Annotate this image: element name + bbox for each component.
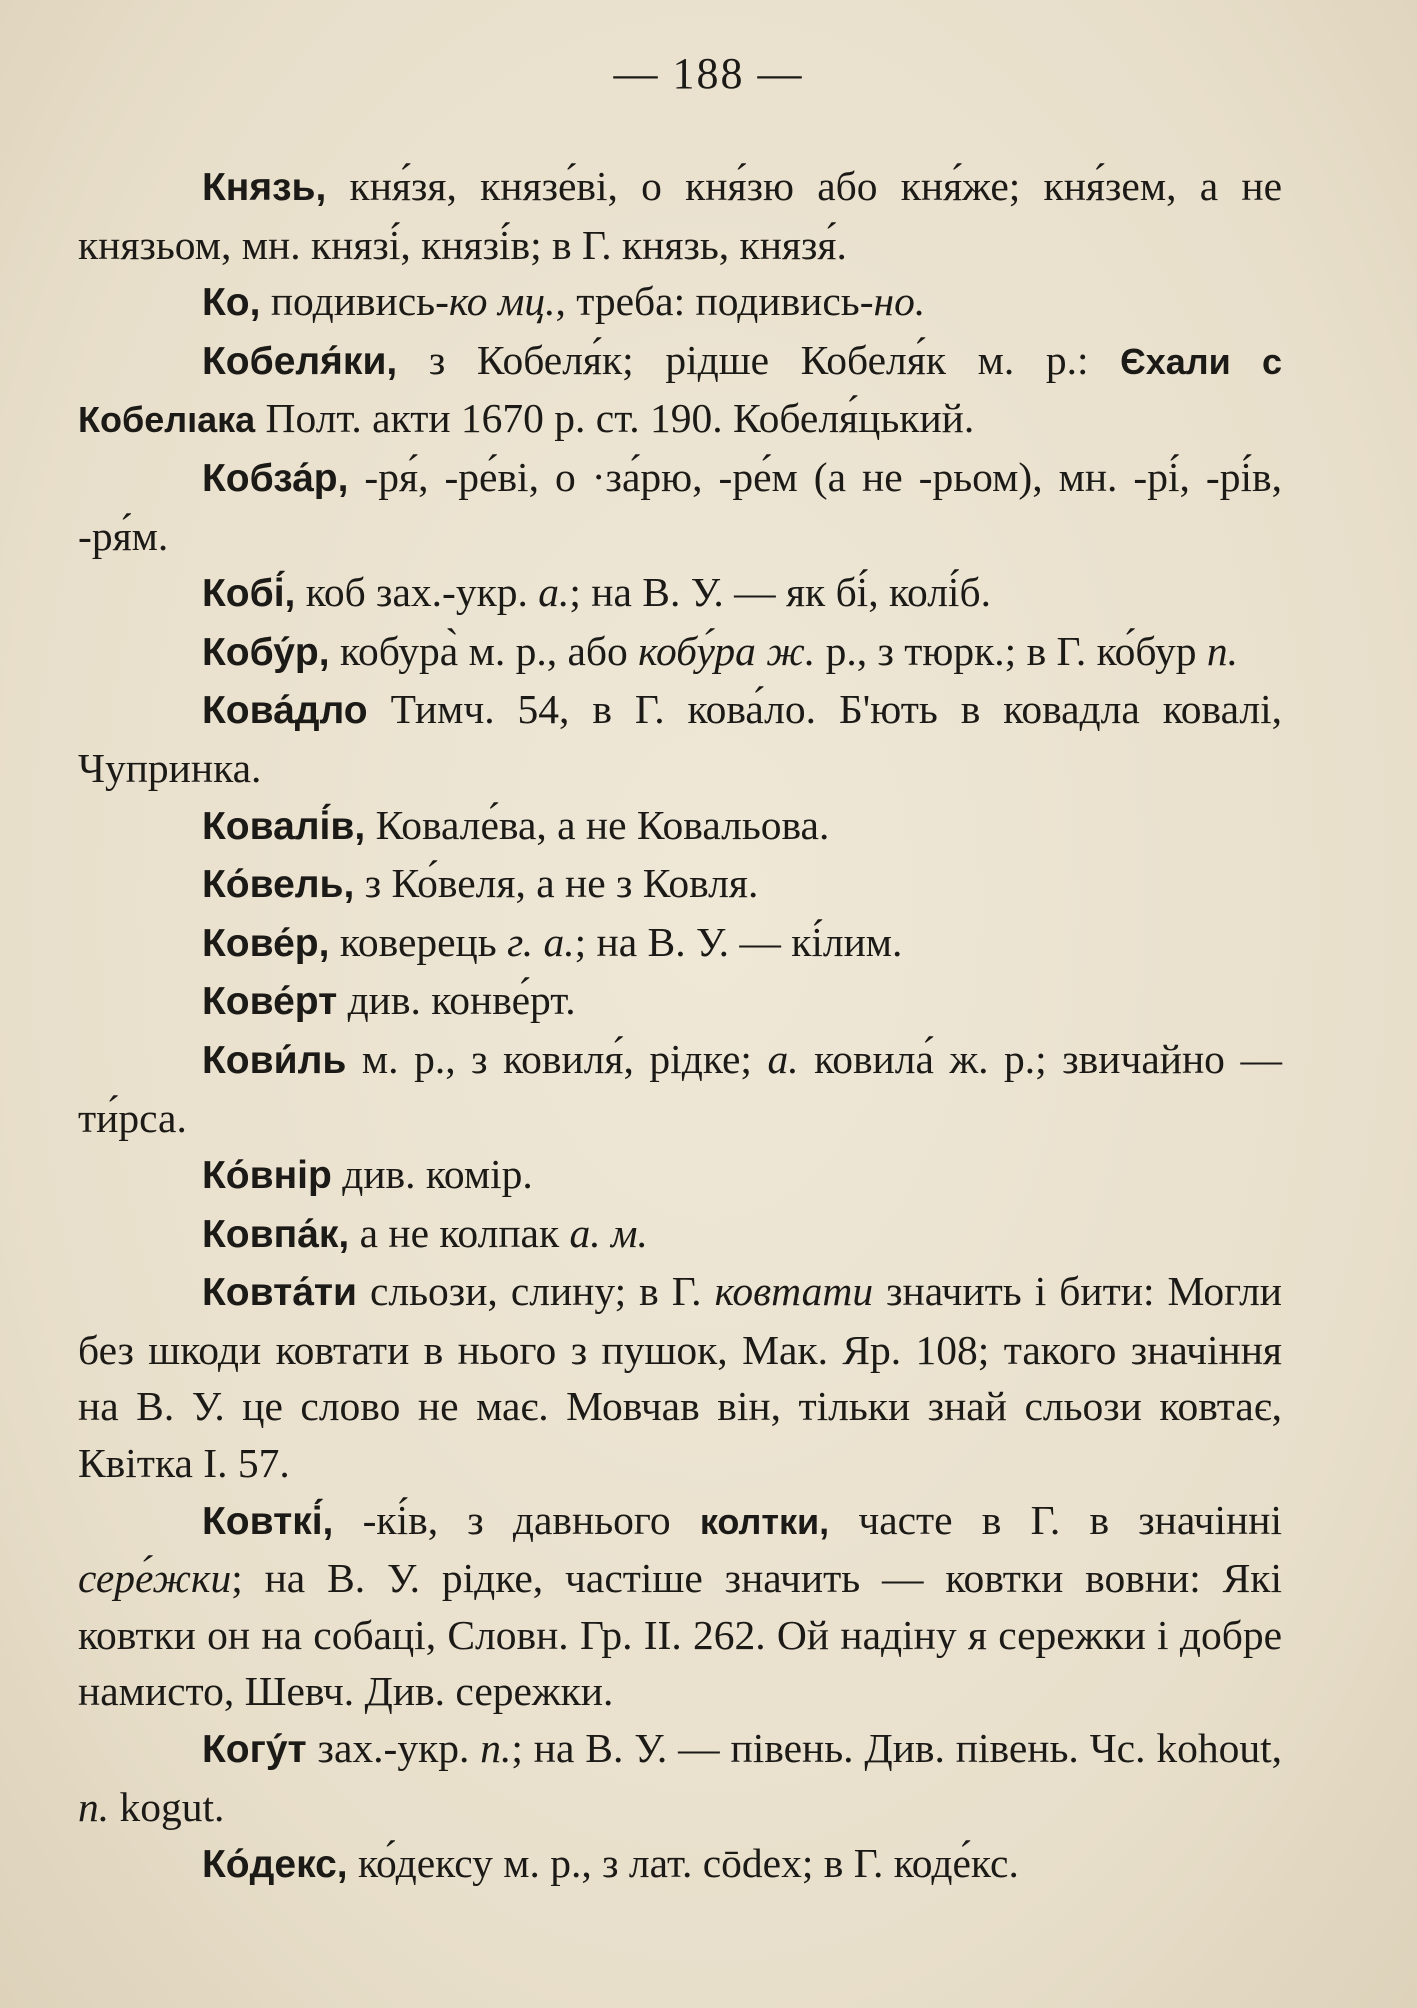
entry-headword: Кобеля́ки, xyxy=(202,339,398,383)
entry-text: Тимч. 54, в Г. кова́ло. Б'ють в ковадла ковалі, Чупринка. xyxy=(78,686,1282,791)
entry-text: ; на В. У. — півень. Див. півень. Чс. kohout, xyxy=(511,1725,1283,1772)
dictionary-entry xyxy=(78,1031,1282,1146)
entry-headword: Кобу́р, xyxy=(202,630,330,674)
entry-text: kogut. xyxy=(109,1783,225,1830)
entry-italic-text: г. а. xyxy=(507,918,575,965)
dictionary-entry xyxy=(78,1492,1282,1720)
entry-text: р., з тюрк.; в Г. ко́бур xyxy=(815,627,1207,674)
entry-headword: Ко, xyxy=(202,281,261,325)
entry-headword: Ко́декс, xyxy=(202,1843,348,1887)
dictionary-entry xyxy=(78,972,1282,1031)
entry-text: зах.-укр. xyxy=(306,1725,481,1772)
entry-headword: Кове́р, xyxy=(202,921,330,965)
entry-text: значить і бити: Могли без шкоди ковтати в нього з пушок, Мак. Яр. 108; такого значіння на В. У. це слово не має. Мовчав він, тільки знай сльози ковтає, Квітка І. 57. xyxy=(78,1268,1282,1487)
dictionary-entry xyxy=(78,623,1282,682)
entry-text: кня́зя, князе́ві, о кня́зю або кня́же; кня́зем, а не князьом, мн. князі́, князі́в; в Г. князь, князя́. xyxy=(78,163,1282,268)
entry-text: м. р., з ковиля́, рідке; xyxy=(346,1035,768,1082)
entry-italic-text: сере́жки xyxy=(78,1555,232,1602)
entry-text: з Ко́веля, а не з Ковля. xyxy=(354,860,759,907)
entry-headword: Ковта́ти xyxy=(202,1271,357,1315)
entry-headword: Ко́внір xyxy=(202,1154,332,1198)
entry-text: Ковале́ва, а не Ковальова. xyxy=(365,801,830,848)
entry-headword: Ковткі́, xyxy=(202,1499,334,1543)
entry-text: коб зах.-укр. xyxy=(295,569,539,616)
entry-old-script-text: колтки, xyxy=(699,1500,830,1542)
entry-headword: Ковалі́в, xyxy=(202,804,366,848)
entry-headword: Кобза́р, xyxy=(202,456,349,500)
dictionary-entry xyxy=(78,1205,1282,1264)
dictionary-entry xyxy=(78,332,1282,449)
entry-text: ковила́ ж. р.; звичайно — ти́рса. xyxy=(78,1035,1282,1141)
dictionary-entry xyxy=(78,449,1282,564)
entry-text: кобура̀ м. р., або xyxy=(329,627,639,674)
entry-text: , треба: подивись- xyxy=(555,278,874,325)
entry-italic-text: ковтати xyxy=(714,1268,874,1315)
entry-headword: Ковпа́к, xyxy=(202,1212,350,1256)
entry-italic-text: п. xyxy=(78,1783,110,1830)
entry-headword: Князь, xyxy=(202,166,327,209)
entry-italic-text: п. xyxy=(480,1725,512,1772)
dictionary-entry xyxy=(78,1146,1282,1205)
entry-text: -кі́в, з давнього xyxy=(333,1496,700,1543)
entry-headword: Кови́ль xyxy=(202,1038,347,1082)
entry-italic-text: кобу́ра ж. xyxy=(638,627,816,674)
entry-text: ; на В. У. — як бі́, колі́б. xyxy=(569,569,991,616)
entry-text: -ря́, -ре́ві, о ·за́рю, -ре́м (а не -рьом), мн. -рі́, -рі́в, -ря́м. xyxy=(78,453,1282,559)
entry-text: сльози, слину; в Г. xyxy=(356,1268,715,1315)
entry-old-script-text: Єхали с Кобелıака xyxy=(78,340,1282,441)
entry-italic-text: п. xyxy=(1206,627,1238,674)
entry-text: див. комір. xyxy=(331,1151,533,1198)
entry-text: часте в Г. в значінні xyxy=(829,1496,1282,1543)
entry-text: ; на В. У. — кі́лим. xyxy=(574,918,903,965)
dictionary-entry xyxy=(78,797,1282,856)
dictionary-entry xyxy=(78,1835,1282,1894)
entry-italic-text: но. xyxy=(873,278,926,325)
entry-text: з Кобеля́к; рідше Кобеля́к м. р.: xyxy=(397,336,1121,383)
page-number: — 188 — xyxy=(613,49,804,98)
dictionary-entry xyxy=(78,855,1282,914)
entry-headword: Когу́т xyxy=(202,1728,307,1772)
entry-text: ; на В. У. рідке, частіше значить — ковтки вовни: Які ковтки он на собаці, Словн. Гр. ІІ. 262. Ой надіну я сережки і добре намисто, Шевч. Див. сережки. xyxy=(78,1555,1282,1715)
dictionary-entry xyxy=(78,158,1282,273)
dictionary-entry xyxy=(78,1263,1282,1491)
entry-headword: Кобі́, xyxy=(202,572,296,616)
entry-text: див. конве́рт. xyxy=(337,977,576,1024)
entry-text: ко́дексу м. р., з лат. cōdex; в Г. коде́кс. xyxy=(347,1840,1019,1887)
dictionary-entry xyxy=(78,681,1282,796)
entry-list xyxy=(78,158,1282,1894)
entry-text: подивись- xyxy=(260,278,449,325)
entry-italic-text: а. xyxy=(767,1035,799,1082)
entry-headword: Кова́дло xyxy=(202,689,368,733)
dictionary-entry xyxy=(78,914,1282,973)
entry-text: коверець xyxy=(329,918,508,965)
dictionary-entry xyxy=(78,1720,1282,1835)
entry-italic-text: ко мц. xyxy=(448,278,556,325)
entry-text: а не колпак xyxy=(349,1209,570,1256)
entry-headword: Кове́рт xyxy=(202,980,338,1024)
dictionary-entry xyxy=(78,564,1282,623)
entry-headword: Ко́вель, xyxy=(202,863,355,907)
entry-italic-text: а. м. xyxy=(569,1209,648,1256)
entry-italic-text: а. xyxy=(538,569,570,616)
entry-text: Полт. акти 1670 р. ст. 190. Кобеля́цький. xyxy=(255,395,975,442)
dictionary-entry xyxy=(78,273,1282,332)
